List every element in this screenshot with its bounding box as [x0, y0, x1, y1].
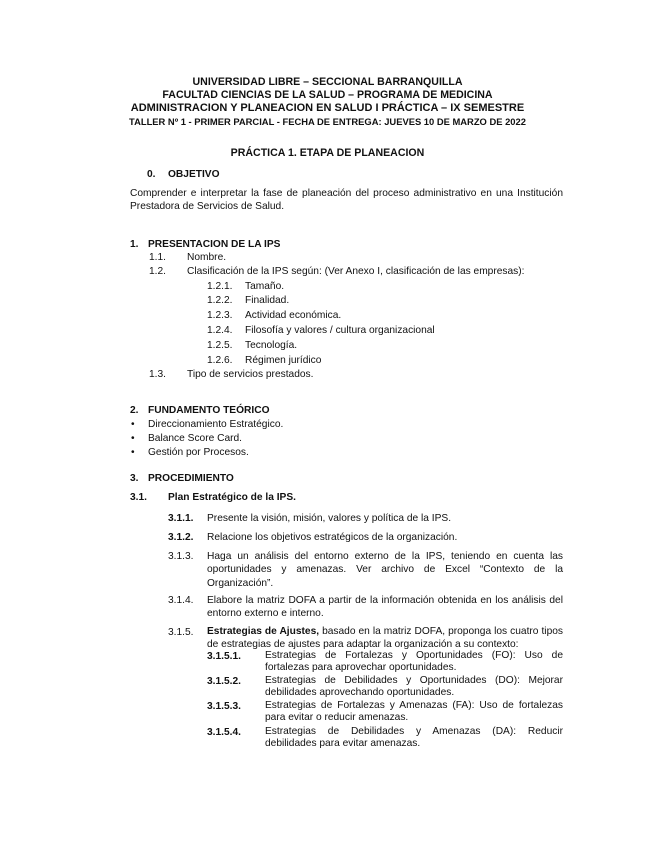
section1-number: 1. [130, 239, 139, 250]
strategies-intro-bold: Estrategias de Ajustes, [207, 626, 320, 637]
section2-heading: FUNDAMENTO TEÓRICO [148, 405, 270, 416]
item-text: Haga un análisis del entorno externo de la IPS, teniendo en cuenta las oportunidades y amenazas. Ver archivo de Excel “Contexto de la Organización”. [207, 551, 563, 589]
strategy-number: 3.1.5.4. [207, 727, 241, 738]
strategy-number: 3.1.5.3. [207, 701, 241, 712]
item-number: 3.1.4. [168, 595, 194, 606]
strategy-text: Estrategias de Debilidades y Amenazas (DA): Reducir debilidades para evitar amenazas. [265, 726, 563, 750]
subitem-text: Filosofía y valores / cultura organizacional [245, 325, 435, 336]
subitem-text: Finalidad. [245, 295, 290, 306]
strategy-text: Estrategias de Debilidades y Oportunidades (DO): Mejorar debilidades aprovechando oportunidades. [265, 675, 563, 699]
objective-text: Comprender e interpretar la fase de planeación del proceso administrativo en una Institución Prestadora de Servicios de Salud. [130, 188, 563, 213]
subitem-text: Tecnología. [245, 340, 298, 351]
subitem-text: Actividad económica. [245, 310, 342, 321]
section3-heading: PROCEDIMIENTO [148, 473, 234, 484]
list-item: Direccionamiento Estratégico. [148, 419, 284, 430]
item-text: Relacione los objetivos estratégicos de la organización. [207, 532, 458, 543]
item-number: 3.1.2. [168, 532, 194, 543]
list-item: Balance Score Card. [148, 433, 243, 444]
item-number: 3.1.5. [168, 627, 194, 638]
workshop-title: TALLER Nº 1 - PRIMER PARCIAL - FECHA DE ENTREGA: JUEVES 10 DE MARZO DE 2022 [129, 116, 526, 127]
item-number: 3.1.1. [168, 513, 194, 524]
bullet-icon: • [131, 419, 135, 430]
item-text: Tipo de servicios prestados. [187, 369, 314, 380]
objective-heading: OBJETIVO [168, 169, 220, 180]
subitem-number: 1.2.2. [207, 295, 233, 306]
list-item: Gestión por Procesos. [148, 447, 249, 458]
subitem-number: 1.2.6. [207, 355, 233, 366]
item-text: Clasificación de la IPS según: (Ver Anexo I, clasificación de las empresas): [187, 266, 525, 277]
university-title: UNIVERSIDAD LIBRE – SECCIONAL BARRANQUILLA [192, 76, 463, 88]
item-text: Presente la visión, misión, valores y política de la IPS. [207, 513, 452, 524]
course-title: ADMINISTRACION Y PLANEACION EN SALUD I PRÁCTICA – IX SEMESTRE [130, 102, 525, 114]
subitem-text: Régimen jurídico [245, 355, 322, 366]
item-number: 3.1.3. [168, 551, 194, 562]
bullet-icon: • [131, 433, 135, 444]
section2-number: 2. [130, 405, 139, 416]
strategy-text: Estrategias de Fortalezas y Amenazas (FA): Uso de fortalezas para evitar o reducir amenazas. [265, 700, 563, 724]
strategies-intro [207, 626, 563, 651]
item-number: 1.2. [149, 266, 166, 277]
item-text: Elabore la matriz DOFA a partir de la información obtenida en los análisis del entorno externo e interno. [207, 595, 563, 620]
section1-heading: PRESENTACION DE LA IPS [148, 239, 281, 250]
subitem-number: 1.2.1. [207, 281, 233, 292]
strategies-intro-text: basado en la matriz DOFA, proponga los cuatro tipos de estrategias de ajustes para adaptar la organización a su contexto: [207, 626, 563, 650]
section3-number: 3. [130, 473, 139, 484]
strategy-number: 3.1.5.2. [207, 676, 241, 687]
subsection-heading: Plan Estratégico de la IPS. [168, 492, 296, 503]
item-number: 1.3. [149, 369, 166, 380]
subitem-text: Tamaño. [245, 281, 285, 292]
subitem-number: 1.2.3. [207, 310, 233, 321]
item-number: 1.1. [149, 252, 166, 263]
subitem-number: 1.2.5. [207, 340, 233, 351]
bullet-icon: • [131, 447, 135, 458]
strategy-number: 3.1.5.1. [207, 651, 241, 662]
strategy-text: Estrategias de Fortalezas y Oportunidades (FO): Uso de fortalezas para aprovechar oportunidades. [265, 650, 563, 674]
faculty-title: FACULTAD CIENCIAS DE LA SALUD – PROGRAMA DE MEDICINA [162, 89, 493, 101]
subsection-number: 3.1. [130, 492, 147, 503]
item-text: Nombre. [187, 252, 227, 263]
objective-number: 0. [147, 169, 156, 180]
subitem-number: 1.2.4. [207, 325, 233, 336]
practice-title: PRÁCTICA 1. ETAPA DE PLANEACION [230, 147, 425, 159]
